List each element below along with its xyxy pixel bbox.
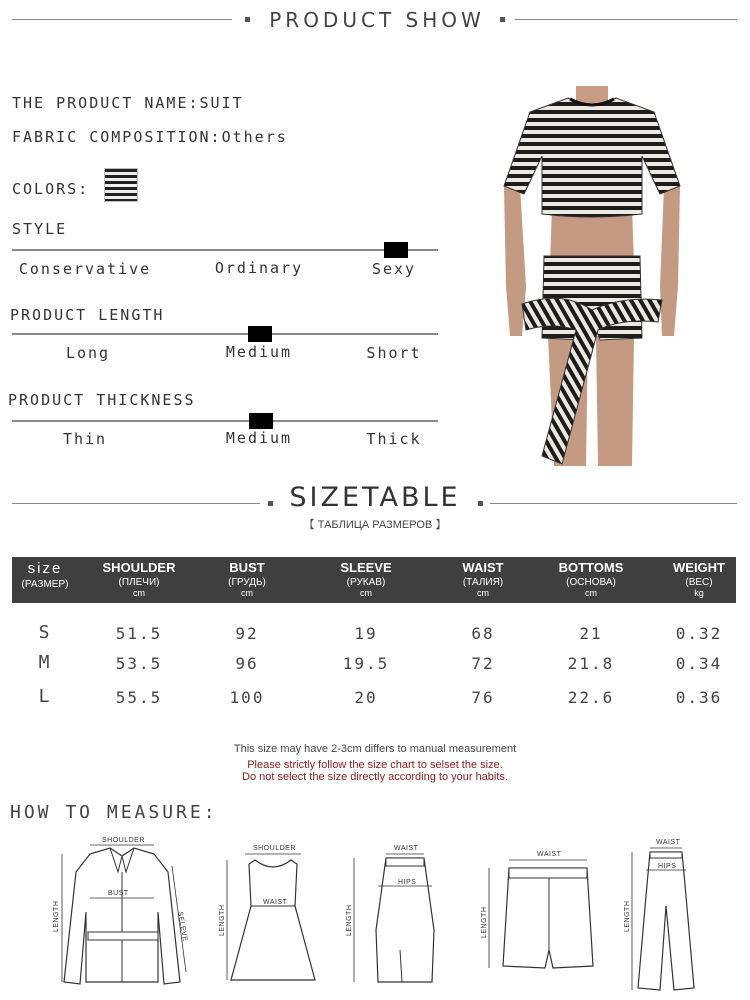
jacket-measure-diagram xyxy=(50,832,200,992)
col-waist-unit: cm xyxy=(477,588,489,598)
header-rule-right xyxy=(515,19,737,20)
col-size xyxy=(12,557,78,603)
style-option-ordinary: Ordinary xyxy=(214,259,304,277)
cell-bottoms: 22.6 xyxy=(567,688,615,707)
style-title: STYLE xyxy=(12,220,68,238)
color-swatch-stripe[interactable] xyxy=(104,168,138,202)
dress-shoulder-label: SHOULDER xyxy=(253,845,296,852)
style-option-conservative: Conservative xyxy=(18,260,152,278)
skirt-hips-label: HIPS xyxy=(398,879,417,886)
length-option-long: Long xyxy=(65,344,111,362)
col-shoulder-ru: (ПЛЕЧИ) xyxy=(118,577,160,588)
style-scale xyxy=(12,249,438,251)
skirt-waist-label: WAIST xyxy=(394,845,419,852)
col-waist xyxy=(432,557,534,603)
dress-length-label: LENGTH xyxy=(219,904,226,936)
style-option-sexy: Sexy xyxy=(371,260,417,278)
cell-size: S xyxy=(38,622,52,643)
sizetable-subtitle: 【 ТАБЛИЦА РАЗМЕРОВ 】 xyxy=(303,519,447,531)
length-option-short: Short xyxy=(366,344,422,362)
fabric-composition xyxy=(12,128,288,146)
size-table-header xyxy=(12,557,736,603)
cell-bottoms: 21.8 xyxy=(567,654,615,673)
col-shoulder-en: SHOULDER xyxy=(102,560,176,575)
cell-waist: 76 xyxy=(471,688,495,707)
col-bottoms-ru: (ОСНОВА) xyxy=(566,577,616,588)
col-bust xyxy=(197,557,297,603)
cell-size: L xyxy=(38,686,52,707)
jacket-bust-label: BUST xyxy=(108,890,129,897)
note-habits: Do not select the size directly according to your habits. xyxy=(242,771,508,783)
sizetable-dot-right xyxy=(478,501,483,506)
header-dot-right xyxy=(500,17,505,22)
fabric-label: FABRIC COMPOSITION: xyxy=(12,128,222,146)
cell-bust: 100 xyxy=(229,688,265,707)
sizetable-title: SIZETABLE xyxy=(289,482,461,513)
fabric-value: Others xyxy=(221,128,288,146)
sizetable-rule-left xyxy=(12,503,260,504)
col-sleeve-ru: (РУКАВ) xyxy=(346,577,386,588)
how-to-measure-title: HOW TO MEASURE: xyxy=(10,802,218,823)
col-weight xyxy=(658,557,740,603)
cell-shoulder: 55.5 xyxy=(115,688,163,707)
sizetable-dot-left xyxy=(268,501,273,506)
shorts-length-label: LENGTH xyxy=(481,906,488,938)
cell-waist: 72 xyxy=(471,654,495,673)
cell-sleeve: 20 xyxy=(354,688,378,707)
cell-sleeve: 19 xyxy=(354,624,378,643)
cell-waist: 68 xyxy=(471,624,495,643)
pants-hips-label: HIPS xyxy=(658,863,677,870)
col-weight-ru: (ВЕС) xyxy=(685,577,713,588)
col-bust-ru: (ГРУДЬ) xyxy=(228,577,266,588)
jacket-sleeve-label: SELEVE xyxy=(176,911,189,943)
col-size-en: size xyxy=(27,560,63,577)
jacket-shoulder-label: SHOULDER xyxy=(102,837,145,844)
cell-weight: 0.36 xyxy=(675,688,723,707)
thickness-scale xyxy=(12,420,438,422)
note-follow-chart: Please strictly follow the size chart to selset the size. xyxy=(247,759,503,771)
shorts-waist-label: WAIST xyxy=(537,851,562,858)
col-bottoms-en: BOTTOMS xyxy=(558,560,624,575)
col-bottoms-unit: cm xyxy=(585,588,597,598)
colors-label: COLORS: xyxy=(12,180,90,198)
thickness-option-thick: Thick xyxy=(366,430,422,448)
skirt-length-label: LENGTH xyxy=(346,904,353,936)
note-measurement: This size may have 2-3cm differs to manual measurement xyxy=(233,743,517,755)
col-waist-ru: (ТАЛИЯ) xyxy=(462,577,504,588)
shorts-measure-diagram xyxy=(475,846,615,976)
col-bust-en: BUST xyxy=(229,560,265,575)
col-weight-en: WEIGHT xyxy=(673,560,725,575)
skirt-measure-diagram xyxy=(340,840,450,990)
pants-measure-diagram xyxy=(620,836,710,996)
col-sleeve-unit: cm xyxy=(360,588,372,598)
cell-weight: 0.32 xyxy=(675,624,723,643)
product-photo xyxy=(482,86,702,466)
cell-shoulder: 51.5 xyxy=(115,624,163,643)
length-marker xyxy=(248,326,272,342)
col-bottoms xyxy=(540,557,642,603)
col-waist-en: WAIST xyxy=(462,560,504,575)
length-scale xyxy=(12,333,438,335)
col-shoulder-unit: cm xyxy=(133,588,145,598)
product-name: THE PRODUCT NAME:SUIT xyxy=(12,94,244,112)
dress-measure-diagram xyxy=(215,840,325,990)
cell-sleeve: 19.5 xyxy=(342,654,390,673)
cell-bust: 92 xyxy=(235,624,259,643)
pants-waist-label: WAIST xyxy=(656,839,681,846)
col-shoulder xyxy=(87,557,191,603)
col-sleeve xyxy=(314,557,418,603)
cell-shoulder: 53.5 xyxy=(115,654,163,673)
header-rule-left xyxy=(12,19,232,20)
page-title: PRODUCT SHOW xyxy=(269,8,485,32)
col-bust-unit: cm xyxy=(241,588,253,598)
header-dot-left xyxy=(245,17,250,22)
style-marker xyxy=(384,242,408,258)
thickness-option-medium: Medium xyxy=(225,429,293,447)
length-option-medium: Medium xyxy=(225,343,293,361)
dress-waist-label: WAIST xyxy=(263,899,288,906)
length-title: PRODUCT LENGTH xyxy=(10,306,165,324)
col-size-ru: (РАЗМЕР) xyxy=(21,579,69,590)
thickness-marker xyxy=(249,413,273,429)
cell-weight: 0.34 xyxy=(675,654,723,673)
thickness-option-thin: Thin xyxy=(62,430,108,448)
cell-bust: 96 xyxy=(235,654,259,673)
cell-size: M xyxy=(38,652,52,673)
sizetable-rule-right xyxy=(490,503,737,504)
col-sleeve-en: SLEEVE xyxy=(340,560,392,575)
cell-bottoms: 21 xyxy=(579,624,603,643)
thickness-title: PRODUCT THICKNESS xyxy=(8,391,196,409)
jacket-length-label: LENGTH xyxy=(53,900,60,932)
col-weight-unit: kg xyxy=(694,588,704,598)
pants-length-label: LENGTH xyxy=(624,900,631,932)
